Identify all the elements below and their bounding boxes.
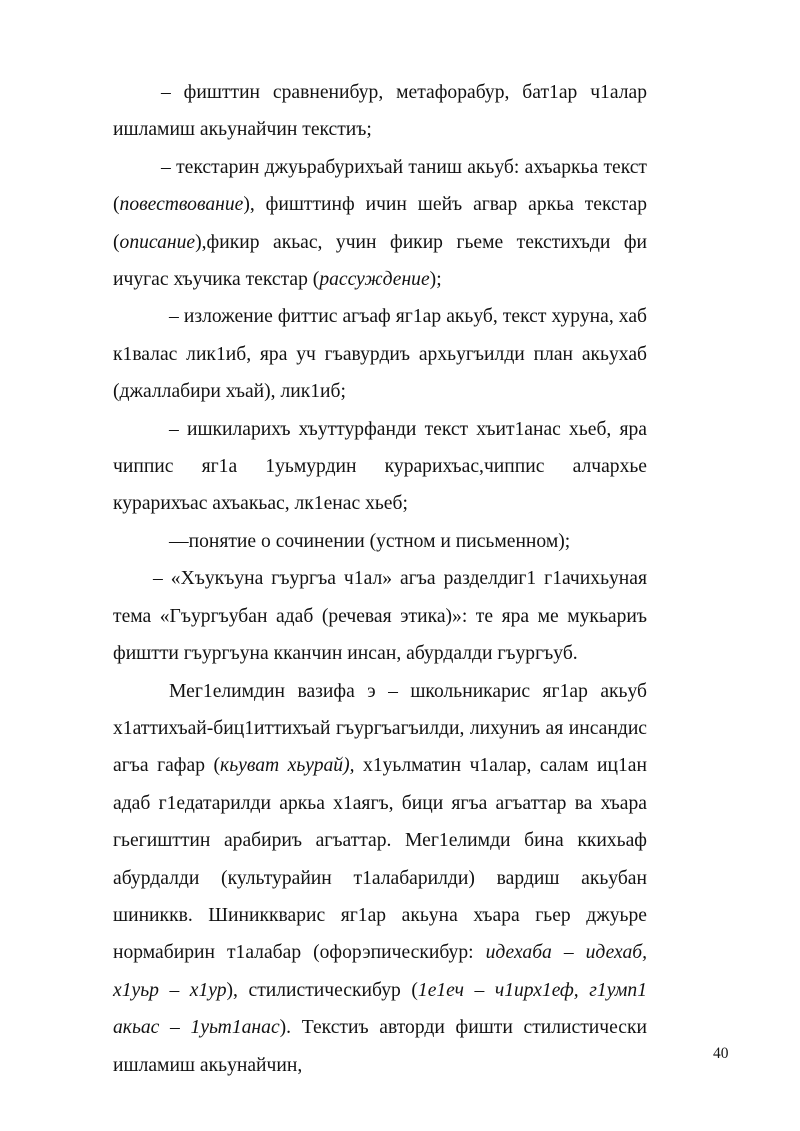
text-run-italic: кьуват хьурай), bbox=[220, 755, 355, 777]
text-run: ). Текстиъ авторди фишти стилистически ишламиш акьунайчин, bbox=[113, 1017, 648, 1076]
text-run-italic: повествование bbox=[119, 194, 244, 216]
text-run: – ишкиларихъ хъуттурфанди текст хъит1анас хьеб, яра чиппис яг1а 1уьмурдин курарихъас,чиппис алчархье курарихъас ахъакьас, лк1енас хьеб; bbox=[113, 418, 647, 515]
text-run-italic: описание bbox=[119, 231, 196, 253]
document-body bbox=[113, 74, 647, 1084]
text-run: – фишттин сравненибур, метафорабур, бат1ар ч1алар ишламиш акьунайчин текстиъ; bbox=[113, 82, 647, 141]
page-number: 40 bbox=[713, 1045, 729, 1062]
text-run: ), стилистическибур ( bbox=[226, 979, 418, 1001]
text-run: Мег1елимдин вазифа э – школьникарис яг1ар акьуб х1аттихъай-биц1иттихъай гъургъагъилди, лихуниъ ая инсандис агъа гафар ( bbox=[113, 680, 647, 777]
text-run: – текстарин джуьрабурихъай таниш акьуб: ахъаркьа текст ( bbox=[113, 156, 647, 216]
text-run: ); bbox=[429, 269, 442, 291]
text-run-italic: рассуждение bbox=[319, 269, 430, 291]
paragraph bbox=[113, 673, 647, 1084]
text-run: —понятие о сочинении (устном и письменном); bbox=[169, 530, 571, 552]
text-run: ), фишттинф ичин шейъ агвар аркьа текстар ( bbox=[113, 194, 647, 253]
paragraph bbox=[113, 149, 647, 299]
paragraph bbox=[113, 523, 647, 560]
text-run: ),фикир акьас, учин фикир гьеме текстихъди фи ичугас хъучика текстар ( bbox=[113, 231, 647, 291]
paragraph bbox=[113, 560, 647, 672]
text-run: – изложение фиттис агъаф яг1ар акьуб, текст хуруна, хаб к1валас лик1иб, яра уч гъавурдиъ архьугъилди план акьухаб (джаллабири хъай), лик1иб; bbox=[113, 306, 647, 403]
paragraph bbox=[113, 411, 647, 523]
paragraph bbox=[113, 74, 647, 149]
text-run-italic: 1е1еч – ч1ирх1еф, г1умп1 акьас – 1уьт1анас bbox=[113, 979, 647, 1039]
paragraph bbox=[113, 298, 647, 410]
text-run: – «Хъукъуна гъургъа ч1ал» агъа разделдиг1 г1ачихьуная тема «Гъургъубан адаб (речевая этика)»: те яра ме мукьариъ фиштти гъургъуна кканчин инсан, абурдалди гъургъуб. bbox=[113, 568, 647, 665]
text-run-italic: идехаба – идехаб, х1уьр – х1ур bbox=[113, 942, 647, 1001]
text-run: х1уьлматин ч1алар, салам иц1ан адаб г1едатарилди аркьа х1аягъ, бици ягъа агъаттар ва хъара гьегишттин арабириъ агъаттар. Мег1елимди бина ккихьаф абурдалди (культурайин т1алабарилди) вардиш акьубан шиниккв. Шиниккварис яг1ар акьуна хъара гьер джуьре нормабирин т1алабар (офорэпическибур: bbox=[113, 755, 647, 964]
